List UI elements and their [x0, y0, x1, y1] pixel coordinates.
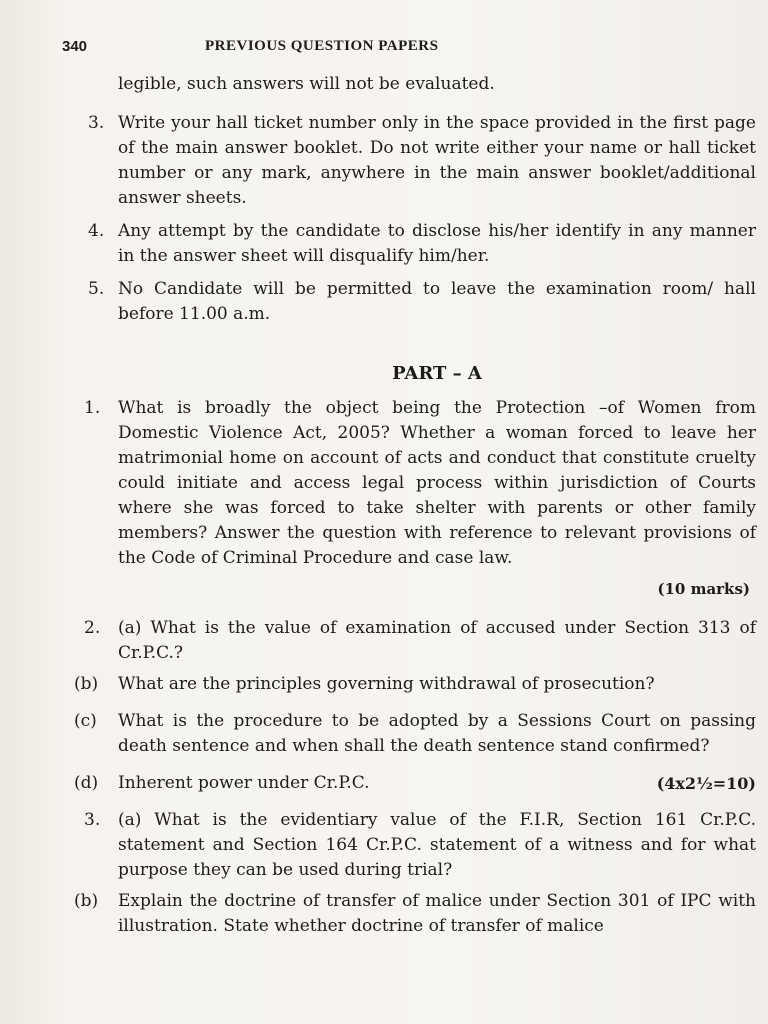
sub-text: What is the value of examination of accused under Section 313 of Cr.P.C.?	[118, 618, 756, 663]
sub-text: What is the procedure to be adopted by a Sessions Court on passing death sentence and when shall the death sentence stand confirmed?	[118, 711, 756, 756]
running-title: PREVIOUS QUESTION PAPERS	[205, 38, 439, 54]
sub-text: Inherent power under Cr.P.C.	[118, 773, 370, 793]
question-2d	[74, 771, 756, 796]
instruction-item-4	[84, 219, 756, 269]
question-2b	[74, 672, 756, 697]
sub-text: Explain the doctrine of transfer of malice under Section 301 of IPC with illustration. State whether doctrine of transfer of malice	[118, 891, 756, 936]
question-2c	[74, 709, 756, 759]
question-2-marks: (4x2½=10)	[656, 774, 756, 793]
instruction-label: 5.	[88, 279, 105, 299]
instruction-item-3	[84, 111, 756, 211]
question-2a	[84, 616, 756, 666]
sub-label: (b)	[74, 891, 99, 911]
instruction-text: No Candidate will be permitted to leave the examination room/ hall before 11.00 a.m.	[118, 279, 756, 324]
question-3a	[84, 808, 756, 883]
sub-label: (a)	[118, 618, 142, 638]
instruction-continued: legible, such answers will not be evaluated.	[118, 74, 495, 94]
question-1-marks: (10 marks)	[657, 580, 750, 598]
question-label: 1.	[84, 398, 101, 418]
part-heading: PART – A	[392, 363, 482, 384]
question-label: 2.	[84, 618, 101, 638]
question-1	[84, 396, 756, 571]
page-body	[74, 72, 757, 951]
instruction-item-5	[84, 277, 756, 327]
instruction-text: Write your hall ticket number only in the space provided in the first page of the main answer booklet. Do not write either your name or hall ticket number or any mark, anywhere in the main answer booklet/additional answer sheets.	[118, 113, 756, 208]
sub-label: (d)	[74, 773, 99, 793]
instruction-text: Any attempt by the candidate to disclose his/her identify in any manner in the answer sheet will disqualify him/her.	[118, 221, 756, 266]
instruction-label: 4.	[88, 221, 105, 241]
page-header	[62, 38, 582, 60]
sub-text: What is the evidentiary value of the F.I.R, Section 161 Cr.P.C. statement and Section 164 Cr.P.C. statement of a witness and for what purpose they can be used during trial?	[118, 810, 757, 880]
sub-label: (a)	[118, 810, 142, 830]
sub-label: (c)	[74, 711, 97, 731]
instruction-label: 3.	[88, 113, 105, 133]
question-label: 3.	[84, 810, 101, 830]
page-number: 340	[62, 38, 88, 55]
question-3b	[74, 889, 756, 939]
sub-label: (b)	[74, 674, 99, 694]
question-text: What is broadly the object being the Protection –of Women from Domestic Violence Act, 2005? Whether a woman forced to leave her matrimonial home on account of acts and conduct that constitute cruelty could initiate and access legal process within jurisdiction of Courts where she was forced to take shelter with parents or other family members? Answer the question with reference to relevant provisions of the Code of Criminal Procedure and case law.	[118, 398, 756, 568]
sub-text: What are the principles governing withdrawal of prosecution?	[118, 674, 655, 694]
